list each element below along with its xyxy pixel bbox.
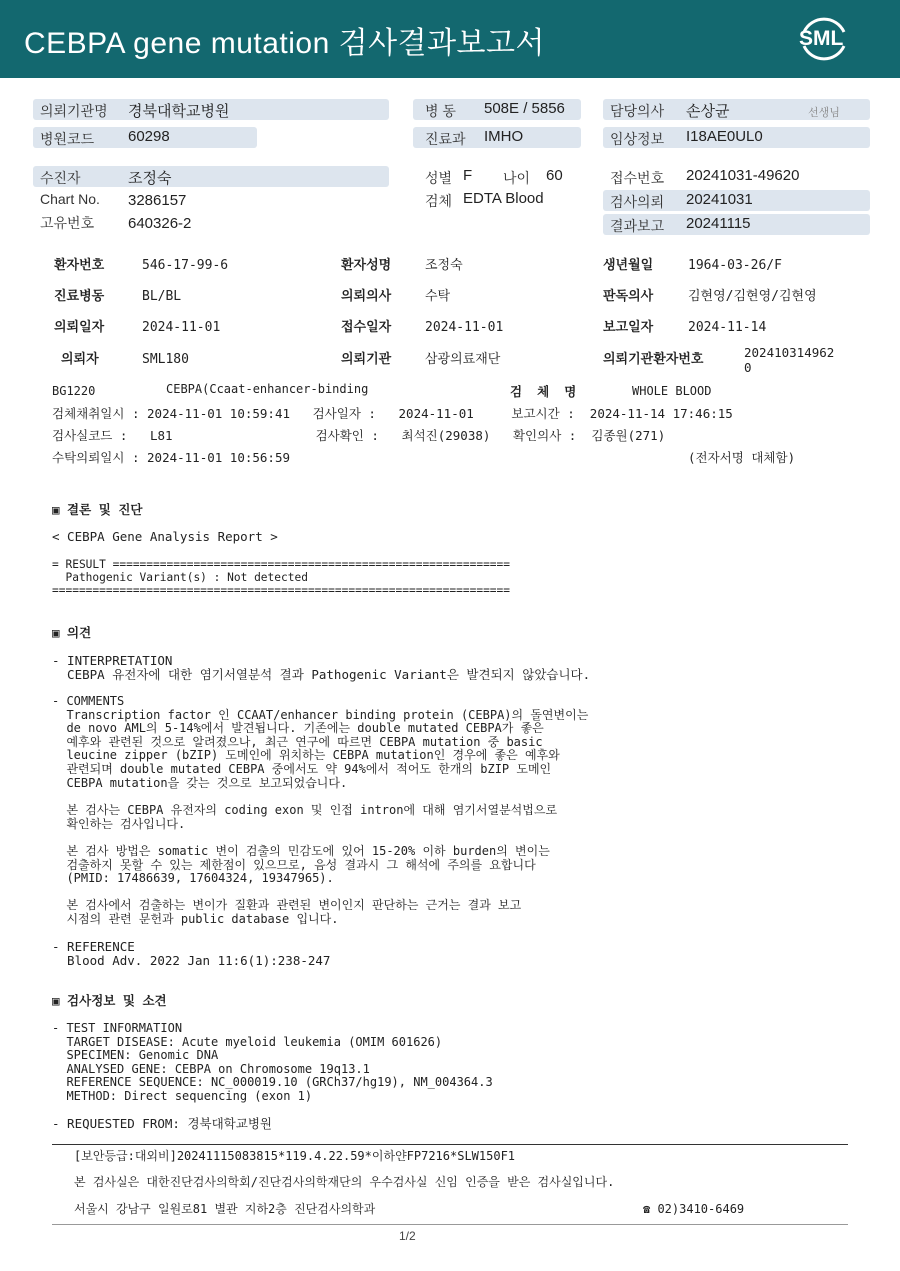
section-test-info: ▣ 검사정보 및 소견 [52, 993, 167, 1008]
result-block: = RESULT =========================================================== Pathogenic Variant(s) : Not detected ==================================================================== [52, 558, 511, 597]
phone-line: ☎ 02)3410-6469 [643, 1202, 745, 1216]
sml-logo-text: SML [799, 27, 844, 50]
unique-label: 고유번호 [40, 215, 95, 231]
test-info-block: - TEST INFORMATION TARGET DISEASE: Acute myeloid leukemia (OMIM 601626) SPECIMEN: Genomic DNA ANALYSED GENE: CEBPA on Chromosome 19q13.1 REFERENCE SEQUENCE: NC_000019.10 (GRCh37/hg19), NM_004364.3 METHOD: Direct sequencing (exon 1) [52, 1021, 493, 1103]
page-number: 1/2 [399, 1229, 416, 1243]
age-value: 60 [546, 167, 563, 184]
requested-from: - REQUESTED FROM: 경북대학교병원 [52, 1116, 272, 1131]
report-label: 결과보고 [610, 218, 665, 234]
requester-label: 의뢰자 [61, 352, 99, 367]
comments-block: - COMMENTS Transcription factor 인 CCAAT/enhancer binding protein (CEBPA)의 돌연변이는 de novo AML의 5-14%에서 발견됩니다. 기존에는 double mutated CEBPA가 좋은 예후와 관련된 것으로 알려졌으나, 최근 연구에 따르면 CEBPA mutation 중 basic leucine zipper (bZIP) 도메인에 위치하는 CEBPA mutation인 경우에 좋은 예후와 관련되며 double mutated CEBPA 중에서도 약 94%에서 적어도 한개의 bZIP 도메인 CEBPA mutation을 갖는 것으로 보고되었습니다. [52, 694, 589, 790]
req-date-label: 의뢰일자 [54, 320, 105, 335]
patient-no-label: 환자번호 [54, 258, 105, 273]
reference-block: - REFERENCE Blood Adv. 2022 Jan 11:6(1):238-247 [52, 939, 331, 968]
requester-value: SML180 [142, 352, 189, 367]
test-line-2: 검사실코드 : L81 검사확인 : 최석진(29038) 확인의사 : 김종원(271) [52, 428, 666, 443]
footer-bottom-divider [52, 1224, 848, 1225]
sex-value: F [463, 167, 473, 184]
ward-label: 병 동 [425, 103, 456, 119]
chart-value: 3286157 [128, 192, 187, 209]
hospital-code-value: 60298 [128, 128, 170, 145]
patient-no-value: 546-17-99-6 [142, 258, 229, 273]
examinee-value: 조정숙 [128, 170, 172, 187]
institution-label: 의뢰기관명 [40, 103, 108, 119]
chart-label: Chart No. [40, 191, 100, 207]
req-patient-no-value: 202410314962 [744, 345, 835, 360]
rep-date-label: 보고일자 [603, 320, 654, 335]
clinical-value: I18AE0UL0 [686, 128, 763, 145]
req-patient-no-value-cont: 0 [744, 360, 752, 375]
patient-name-label: 환자성명 [341, 258, 392, 273]
req-doctor-label: 의뢰의사 [341, 289, 392, 304]
test-code: BG1220 [52, 384, 96, 398]
address-line: 서울시 강남구 일원로81 별관 지하2층 진단검사의학과 [74, 1202, 376, 1216]
hospital-code-label: 병원코드 [40, 131, 95, 147]
test-line-3: 수탁의뢰일시 : 2024-11-01 10:56:59 [52, 450, 291, 465]
ward-value: 508E / 5856 [484, 100, 565, 117]
request-label: 검사의뢰 [610, 194, 665, 210]
interpretation-block: - INTERPRETATION CEBPA 유전자에 대한 염기서열분석 결과 Pathogenic Variant은 발견되지 않았습니다. [52, 653, 591, 682]
report-title: CEBPA gene mutation 검사결과보고서 [24, 27, 545, 60]
birth-value: 1964-03-26/F [688, 258, 782, 273]
certification-line: 본 검사실은 대한진단검사의학회/진단검사의학재단의 우수검사실 신임 인증을 받은 검사실입니다. [74, 1175, 615, 1189]
patient-name-value: 조정숙 [425, 258, 463, 273]
req-date-value: 2024-11-01 [142, 320, 221, 335]
comments-para-4: 본 검사에서 검출하는 변이가 질환과 관련된 변이인지 판단하는 근거는 결과 보고 시점의 관련 문헌과 public database 입니다. [66, 898, 522, 926]
ward-code-value: BL/BL [142, 289, 182, 304]
sml-logo [796, 12, 852, 66]
report-subtitle: < CEBPA Gene Analysis Report > [52, 529, 278, 544]
receipt-value: 20241031-49620 [686, 167, 800, 184]
recv-date-label: 접수일자 [341, 320, 392, 335]
ward-code-label: 진료병동 [54, 289, 105, 304]
section-conclusion: ▣ 결론 및 진단 [52, 502, 143, 517]
test-name: CEBPA(Ccaat-enhancer-binding [166, 382, 369, 396]
institution-value: 경북대학교병원 [128, 103, 230, 120]
req-doctor-value: 수탁 [425, 289, 451, 304]
report-value: 20241115 [686, 215, 751, 232]
sex-label: 성별 [425, 170, 453, 186]
test-line-1: 검체채취일시 : 2024-11-01 10:59:41 검사일자 : 2024-11-01 보고시간 : 2024-11-14 17:46:15 [52, 406, 733, 421]
specimen-label: 검체 [425, 193, 453, 209]
req-patient-no-label: 의뢰기관환자번호 [603, 352, 704, 367]
esign-note: (전자서명 대체함) [688, 450, 796, 465]
birth-label: 생년월일 [603, 258, 654, 273]
specimen-value: EDTA Blood [463, 190, 544, 207]
req-institution-value: 삼광의료재단 [425, 352, 501, 367]
report-header [0, 0, 900, 78]
doctor-label: 담당의사 [610, 103, 665, 119]
section-opinion: ▣ 의견 [52, 625, 92, 640]
reading-doctor-label: 판독의사 [603, 289, 654, 304]
request-value: 20241031 [686, 191, 753, 208]
receipt-label: 접수번호 [610, 170, 665, 186]
unique-value: 640326-2 [128, 215, 192, 232]
req-institution-label: 의뢰기관 [341, 352, 392, 367]
examinee-pill [33, 166, 389, 187]
footer-top-divider [52, 1144, 848, 1145]
dept-label: 진료과 [425, 131, 466, 147]
specimen-name-label: 검 체 명 [510, 384, 577, 399]
dept-value: IMHO [484, 128, 524, 145]
recv-date-value: 2024-11-01 [425, 320, 504, 335]
reading-doctor-value: 김현영/김현영/김현영 [688, 289, 817, 304]
examinee-label: 수진자 [40, 170, 81, 186]
age-label: 나이 [503, 170, 531, 186]
rep-date-value: 2024-11-14 [688, 320, 767, 335]
doctor-value: 손상균 [686, 103, 730, 120]
comments-para-3: 본 검사 방법은 somatic 변이 검출의 민감도에 있어 15-20% 이하 burden의 변이는 검출하지 못할 수 있는 제한점이 있으므로, 음성 결과시 그 해석에 주의를 요합니다 (PMID: 17486639, 17604324, 19347965). [66, 844, 550, 886]
security-line: [보안등급:대외비]20241115083815*119.4.22.59*이하얀FP7216*SLW150F1 [74, 1149, 516, 1163]
doctor-suffix: 선생님 [808, 107, 840, 119]
specimen-name-value: WHOLE BLOOD [632, 384, 712, 398]
clinical-label: 임상정보 [610, 131, 665, 147]
comments-para-2: 본 검사는 CEBPA 유전자의 coding exon 및 인접 intron에 대해 염기서열분석법으로 확인하는 검사입니다. [66, 803, 558, 831]
